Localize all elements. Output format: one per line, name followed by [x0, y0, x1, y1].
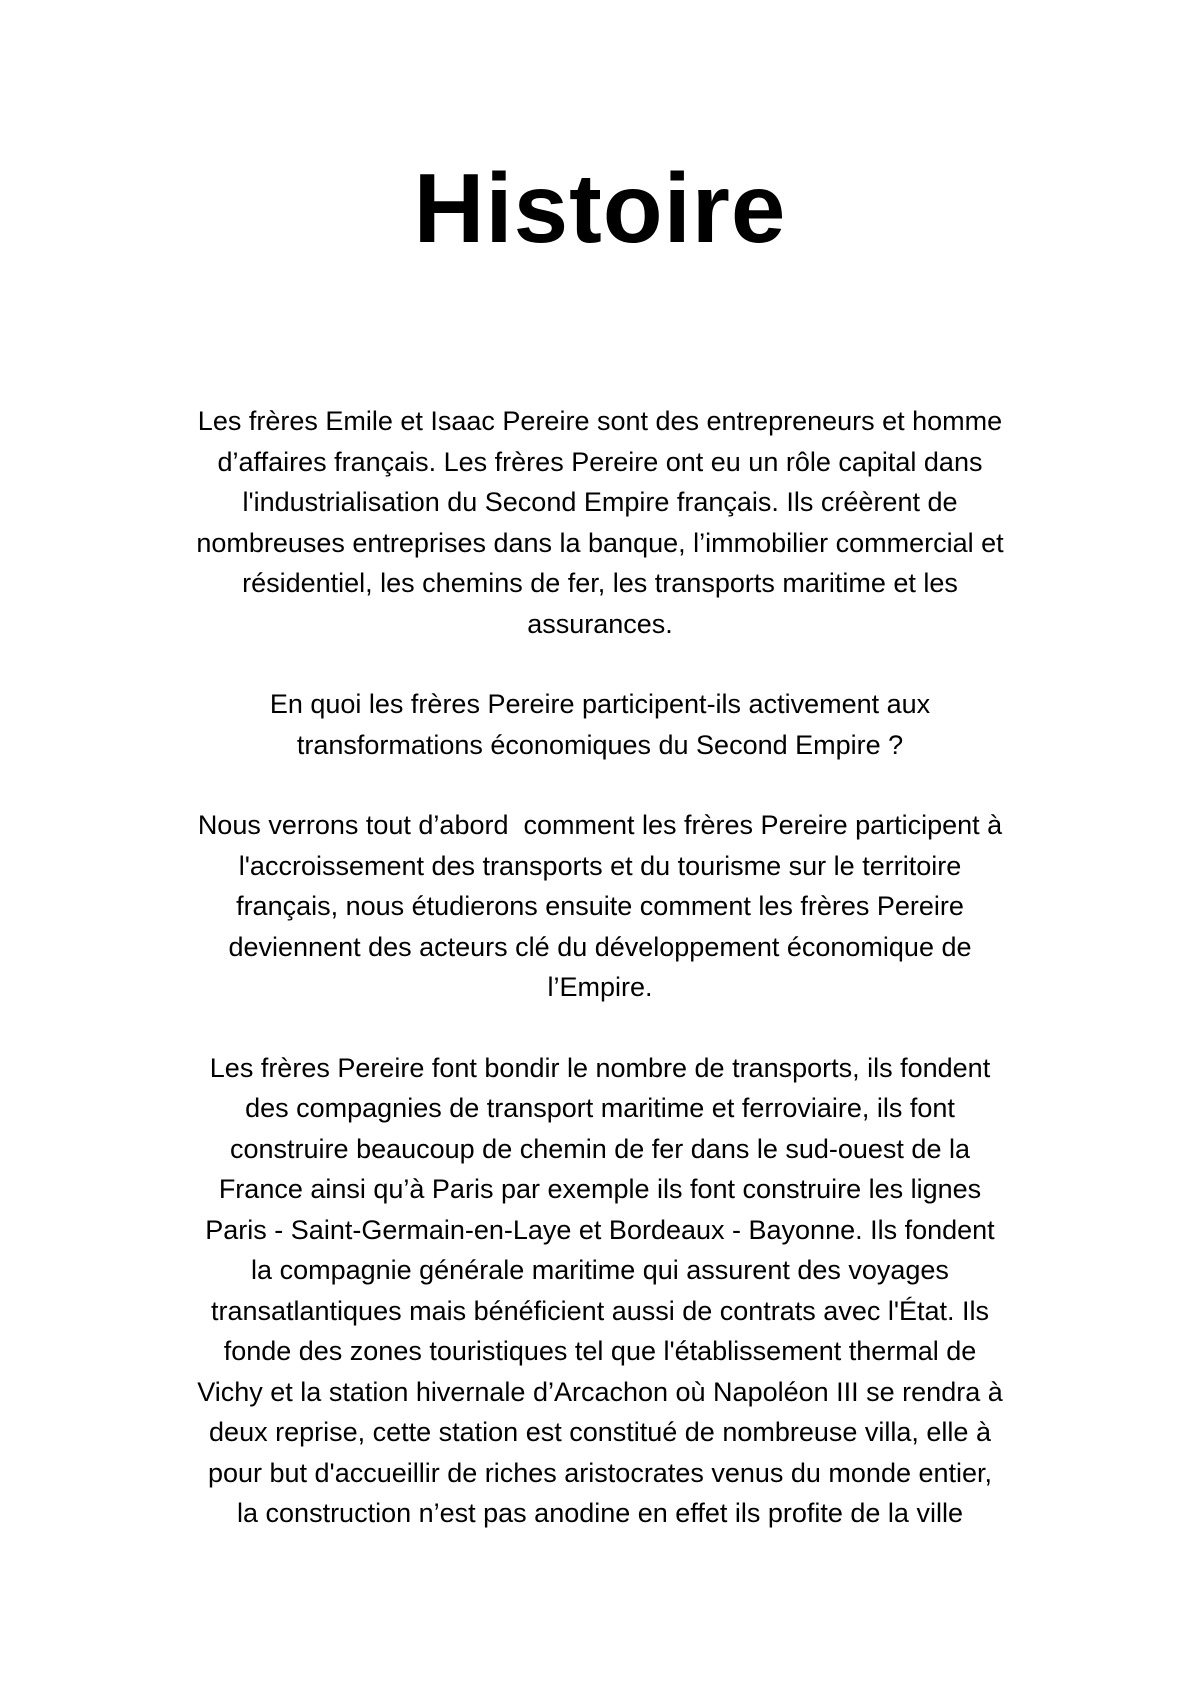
text-line: En quoi les frères Pereire participent-ils activement aux	[269, 689, 931, 719]
paragraph-plan	[140, 805, 1060, 1008]
text-line: des compagnies de transport maritime et ferroviaire, ils font	[245, 1093, 955, 1123]
text-line: d’affaires français. Les frères Pereire ont eu un rôle capital dans	[217, 446, 983, 477]
text-line: France ainsi qu’à Paris par exemple ils font construire les lignes	[218, 1174, 982, 1204]
text-line: Les frères Pereire font bondir le nombre de transports, ils fondent	[209, 1052, 991, 1083]
text-line: construire beaucoup de chemin de fer dans le sud-ouest de la	[230, 1133, 970, 1164]
text-line: transformations économiques du Second Empire ?	[296, 729, 904, 760]
paragraph-question	[140, 684, 1060, 765]
text-line: fonde des zones touristiques tel que l'établissement thermal de	[223, 1336, 977, 1366]
text-line: Les frères Emile et Isaac Pereire sont des entrepreneurs et homme	[197, 406, 1003, 436]
text-line: la construction n’est pas anodine en effet ils profite de la ville	[237, 1498, 963, 1528]
text-line: la compagnie générale maritime qui assurent des voyages	[251, 1255, 949, 1285]
text-line: Vichy et la station hivernale d’Arcachon où Napoléon III se rendra à	[197, 1376, 1003, 1407]
text-line: l'accroissement des transports et du tourisme sur le territoire	[238, 850, 962, 881]
text-line: résidentiel, les chemins de fer, les transports maritime et les	[242, 568, 958, 598]
text-line: assurances.	[527, 608, 673, 639]
text-line: pour but d'accueillir de riches aristocrates venus du monde entier,	[207, 1457, 993, 1488]
text-line: deviennent des acteurs clé du développement économique de	[228, 931, 972, 962]
text-line: français, nous étudierons ensuite comment les frères Pereire	[236, 891, 964, 921]
text-line: deux reprise, cette station est constitué de nombreuse villa, elle à	[209, 1417, 991, 1447]
paragraph-intro	[140, 401, 1060, 644]
text-line: l’Empire.	[547, 972, 653, 1002]
paragraph-development	[140, 1048, 1060, 1534]
text-line: Paris - Saint-Germain-en-Laye et Bordeaux - Bayonne. Ils fondent	[205, 1214, 995, 1245]
text-line: transatlantiques mais bénéficient aussi de contrats avec l'État. Ils	[210, 1295, 990, 1326]
page-title: Histoire	[413, 153, 787, 263]
document-body	[140, 401, 1060, 1574]
text-line: Nous verrons tout d’abord comment les frères Pereire participent à	[197, 810, 1003, 840]
text-line: l'industrialisation du Second Empire français. Ils créèrent de	[242, 487, 958, 517]
text-line: nombreuses entreprises dans la banque, l’immobilier commercial et	[196, 527, 1004, 558]
